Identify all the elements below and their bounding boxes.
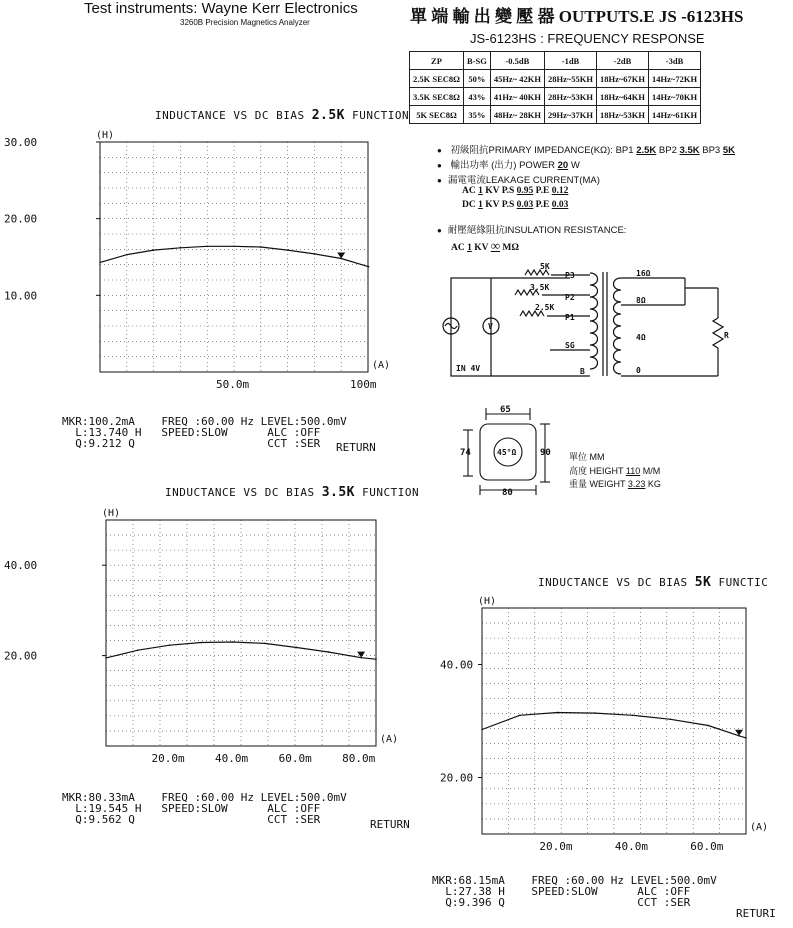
x-unit-label: (A) (372, 360, 391, 371)
chart-3-title-prefix: INDUCTANCE VS DC BIAS (538, 576, 688, 589)
table-cell: 2.5K SEC8Ω (410, 70, 464, 88)
impedance-label: 初級阻抗PRIMARY IMPEDANCE(KΩ): BP1 (450, 145, 634, 156)
data-point (137, 649, 139, 651)
x-tick-label: 80.0m (342, 752, 376, 765)
data-point (126, 254, 128, 256)
data-point (233, 245, 235, 247)
table-cell: 41Hz~ 40KH (490, 88, 544, 106)
schematic-label-16ohm: 16Ω (636, 269, 651, 278)
y-tick-label: 20.00 (440, 771, 474, 785)
chart-3-title-value: 5K (694, 575, 712, 590)
x-tick-label: 60.0m (278, 752, 312, 765)
kv-unit: KV (485, 186, 500, 196)
data-point (481, 729, 483, 731)
table-cell: 18Hz~67KH (597, 70, 649, 88)
load-resistor-icon (713, 318, 723, 348)
chart-2-readout: MKR:80.33mA FREQ :60.00 Hz LEVEL:500.0mV L:19.545 H SPEED:SLOW ALC :OFF Q:9.562 Q CCT :SER (62, 791, 347, 826)
y-unit-label: (H) (102, 508, 121, 519)
table-cell: 35% (463, 106, 490, 124)
dc-ps-value: 0.03 (516, 200, 534, 210)
table-cell: 45Hz~ 42KH (490, 70, 544, 88)
data-point (153, 249, 155, 251)
data-point (632, 715, 634, 717)
bp2-value: 3.5K (679, 145, 700, 156)
schematic-label-r: R (724, 331, 729, 340)
data-point (314, 253, 316, 255)
frequency-response-title: JS-6123HS : FREQUENCY RESPONSE (470, 31, 705, 46)
schematic-label-3.5k: 3.5K (530, 283, 550, 292)
weight-label: 重量 WEIGHT (569, 479, 626, 489)
data-point (745, 737, 747, 739)
data-point (519, 715, 521, 717)
ins-kv-value: 1 (467, 243, 472, 253)
data-point (206, 245, 208, 247)
grid (482, 608, 746, 834)
ac-kv-value: 1 (478, 186, 483, 196)
x-tick-label: 100m (350, 378, 377, 391)
chart-3-return-button[interactable]: RETURI (736, 907, 776, 920)
bp3-value: 5K (722, 145, 735, 156)
data-point (594, 712, 596, 714)
instrument-name: 3260B Precision Magnetics Analyzer (180, 18, 310, 27)
dc-kv-value: 1 (478, 200, 483, 210)
data-point (287, 249, 289, 251)
chart-2-title-suffix: FUNCTION (362, 486, 420, 499)
dim-bottom: 80 (502, 488, 513, 498)
product-title: 單 端 輸 出 變 壓 器 OUTPUTS.E JS -6123HS (410, 7, 744, 26)
column-header: -3dB (649, 52, 701, 70)
frequency-response-table (409, 51, 701, 124)
ins-kv-unit: KV (474, 243, 489, 253)
ac-label: AC (462, 186, 476, 196)
dc-pe-value: 0.03 (551, 200, 569, 210)
data-point (99, 262, 101, 264)
dim-top: 65 (500, 405, 511, 415)
height-value: 110 (625, 466, 641, 476)
dim-right: 90 (540, 448, 551, 458)
data-point (375, 658, 377, 660)
bp2-label: BP2 (658, 145, 677, 156)
data-point (169, 644, 171, 646)
weight-line (569, 477, 661, 490)
y-tick-label: 20.00 (4, 649, 38, 663)
table-cell: 3.5K SEC8Ω (410, 88, 464, 106)
secondary-coil-icon (614, 278, 622, 374)
dimension-drawing (458, 402, 558, 498)
insulation-line: ● 耐壓絕緣阻抗INSULATION RESISTANCE: (437, 222, 626, 236)
infinity-value: ∞ (490, 238, 500, 253)
schematic-label-0: 0 (636, 366, 641, 375)
height-unit: M/M (642, 466, 661, 476)
schematic-label-8ohm: 8Ω (636, 296, 646, 305)
data-point (105, 657, 107, 659)
primary-impedance-line (437, 142, 735, 156)
pe-label: P.E (535, 186, 550, 196)
data-point (232, 641, 234, 643)
ps-label: P.S (501, 186, 515, 196)
brand-header: Test instruments: Wayne Kerr Electronics (84, 0, 358, 17)
data-point (328, 651, 330, 653)
bp1-value: 2.5K (636, 145, 657, 156)
y-tick-label: 30.00 (4, 136, 38, 149)
chart-3-title-suffix: FUNCTIC (718, 576, 769, 589)
x-tick-label: 60.0m (690, 840, 724, 853)
data-point (368, 266, 370, 268)
grid (106, 520, 376, 746)
data-point (707, 725, 709, 727)
power-label: 輸出功率 (出力) POWER (450, 160, 555, 171)
column-header: ZP (410, 52, 464, 70)
y-tick-label: 40.00 (440, 658, 474, 672)
schematic-label-5k: 5K (540, 262, 550, 271)
table-cell: 18Hz~64KH (597, 88, 649, 106)
chart-2-return-button[interactable]: RETURN (370, 818, 410, 831)
x-tick-label: 20.0m (539, 840, 573, 853)
column-header: B-SG (463, 52, 490, 70)
data-point (670, 719, 672, 721)
schematic-label-2.5k: 2.5K (535, 303, 555, 312)
chart-1-readout: MKR:100.2mA FREQ :60.00 Hz LEVEL:500.0mV L:13.740 H SPEED:SLOW ALC :OFF Q:9.212 Q CCT :SER (62, 415, 347, 450)
y-unit-label: (H) (478, 596, 497, 607)
table-row (410, 106, 701, 124)
data-point (260, 246, 262, 248)
table-cell: 14Hz~70KH (649, 88, 701, 106)
ac-pe-value: 0.12 (551, 186, 569, 196)
leakage-dc-line (462, 200, 568, 210)
ac-ps-value: 0.95 (516, 186, 534, 196)
table-header-row (410, 52, 701, 70)
column-header: -0.5dB (490, 52, 544, 70)
table-cell: 28Hz~55KH (544, 70, 596, 88)
schematic-label-4ohm: 4Ω (636, 333, 646, 342)
x-tick-label: 20.0m (151, 752, 185, 765)
column-header: -2dB (597, 52, 649, 70)
height-line (569, 464, 660, 477)
ps-label: P.S (501, 200, 515, 210)
dim-left: 74 (460, 448, 471, 458)
y-unit-label: (H) (96, 130, 115, 141)
schematic-label-p3: P3 (565, 271, 575, 280)
table-cell: 14Hz~61KH (649, 106, 701, 124)
kv-unit: KV (485, 200, 500, 210)
chart-1-title-prefix: INDUCTANCE VS DC BIAS (155, 109, 305, 122)
power-unit: W (570, 160, 580, 171)
power-line (437, 157, 580, 171)
data-point (200, 642, 202, 644)
x-unit-label: (A) (380, 734, 399, 745)
power-value: 20 (557, 160, 569, 171)
primary-coil-icon (590, 273, 598, 369)
y-tick-label: 40.00 (4, 559, 38, 573)
chart-2 (0, 498, 420, 780)
table-cell: 14Hz~72KH (649, 70, 701, 88)
leakage-ac-line (462, 186, 568, 196)
schematic-label-b: B (580, 367, 585, 376)
ins-ac-label: AC (451, 243, 465, 253)
weight-value: 3.23 (627, 479, 646, 489)
x-tick-label: 50.0m (216, 378, 250, 391)
y-tick-label: 20.00 (4, 212, 38, 226)
chart-2-title-value: 3.5K (321, 485, 356, 500)
chart-1-title-suffix: FUNCTION (352, 109, 410, 122)
leakage-line: ● 漏電電流LEAKAGE CURRENT(MA) (437, 172, 600, 186)
column-header: -1dB (544, 52, 596, 70)
chart-1-title (155, 108, 409, 123)
schematic-label-p2: P2 (565, 293, 575, 302)
chart-3 (420, 590, 793, 872)
y-tick-label: 10.00 (4, 289, 38, 303)
table-cell: 29Hz~37KH (544, 106, 596, 124)
chart-1 (0, 122, 400, 402)
transformer-schematic (440, 258, 740, 383)
table-cell: 28Hz~53KH (544, 88, 596, 106)
data-point (296, 647, 298, 649)
schematic-label-v: V (488, 322, 493, 331)
table-cell: 18Hz~53KH (597, 106, 649, 124)
plot-frame (100, 142, 368, 372)
chart-3-readout: MKR:68.15mA FREQ :60.00 Hz LEVEL:500.0mV L:27.38 H SPEED:SLOW ALC :OFF Q:9.396 Q CCT :SER (432, 874, 717, 909)
data-point (180, 247, 182, 249)
pe-label: P.E (535, 200, 550, 210)
unit-label: 單位 MM (569, 452, 605, 462)
bp3-label: BP3 (702, 145, 721, 156)
grid (100, 142, 368, 372)
x-tick-label: 40.0m (614, 840, 648, 853)
table-cell: 48Hz~ 28KH (490, 106, 544, 124)
schematic-label-in: IN 4V (456, 364, 481, 373)
ins-unit: MΩ (502, 243, 519, 253)
chart-2-title-prefix: INDUCTANCE VS DC BIAS (165, 486, 315, 499)
dim-center: 45°Ω (497, 448, 517, 457)
data-point (557, 712, 559, 714)
x-unit-label: (A) (750, 822, 769, 833)
table-row (410, 88, 701, 106)
chart-1-title-value: 2.5K (311, 108, 346, 123)
weight-unit: KG (647, 479, 661, 489)
table-row (410, 70, 701, 88)
schematic-label-p1: P1 (565, 313, 575, 322)
x-tick-label: 40.0m (215, 752, 249, 765)
table-cell: 50% (463, 70, 490, 88)
chart-1-return-button[interactable]: RETURN (336, 441, 376, 454)
table-cell: 43% (463, 88, 490, 106)
height-label: 高度 HEIGHT (569, 466, 624, 476)
data-point (264, 643, 266, 645)
dc-label: DC (462, 200, 476, 210)
table-cell: 5K SEC8Ω (410, 106, 464, 124)
schematic-label-sg: SG (565, 341, 575, 350)
chart-3-title (538, 575, 768, 590)
insulation-value-line (451, 238, 519, 254)
